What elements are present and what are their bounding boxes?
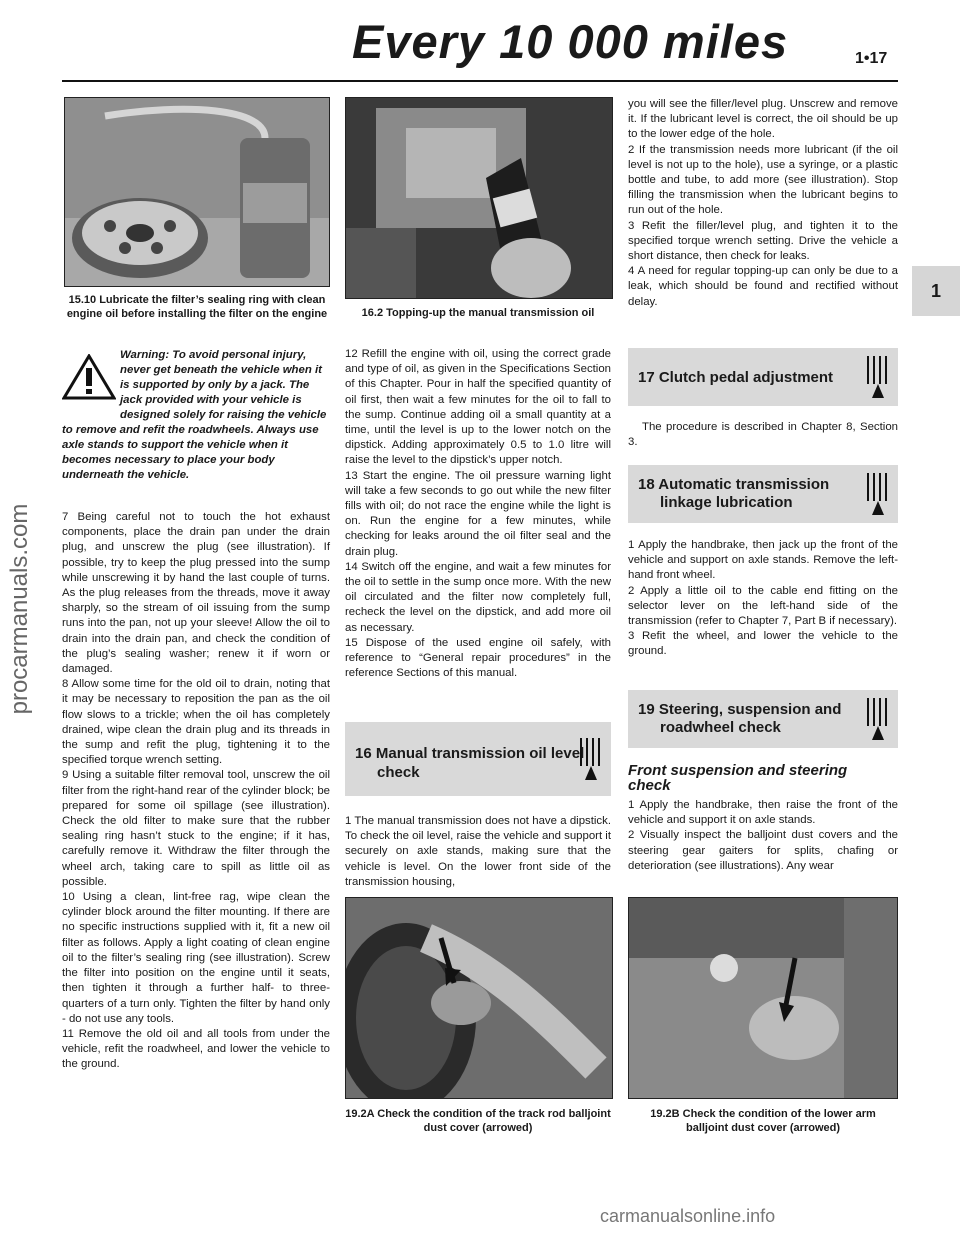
- s19-para-2: 2 Visually inspect the balljoint dust covers and the steering gear gaiters for splits, chafing or deterioration (see illustrations). Any wear: [628, 829, 898, 872]
- section-18-title-1: 18 Automatic transmission: [638, 476, 830, 493]
- page-number: 1•17: [855, 50, 888, 67]
- section-19-text: [628, 798, 898, 874]
- difficulty-spanner-icon: [864, 354, 892, 400]
- section-16-title-2: check: [377, 764, 420, 781]
- caption-19-2b: 19.2B Check the condition of the lower arm balljoint dust cover (arrowed): [650, 1108, 876, 1134]
- para-4: 4 A need for regular topping-up can only be due to a leak, which should be found and rectified without delay.: [628, 265, 898, 308]
- column-3-text: [628, 97, 898, 310]
- section-19-subheading: Front suspension and steering check: [628, 762, 848, 794]
- photo-oil-filter: [64, 97, 330, 287]
- section-16-text: 1 The manual transmission does not have a dipstick. To check the oil level, raise the vehicle and support it securely on axle stands, making sure that the vehicle is level. On the lower front side of the transmission housing,: [345, 815, 611, 888]
- page-title: Every 10 000 miles: [352, 15, 789, 68]
- caption-16-2: 16.2 Topping-up the manual transmission oil: [361, 307, 595, 319]
- section-18-text: [628, 538, 898, 660]
- s19-para-1: 1 Apply the handbrake, then raise the front of the vehicle and support it on axle stands.: [628, 799, 898, 827]
- para-13: 13 Start the engine. The oil pressure warning light will take a few seconds to go out while the new filter fills with oil; do not race the engine while the light is on. Run the engine for a few minutes, while checking for leaks around the oil filter seal and the drain plug.: [345, 469, 611, 558]
- photo-track-rod-balljoint: [345, 897, 613, 1099]
- section-19-title-1: 19 Steering, suspension and: [638, 701, 842, 718]
- side-watermark: procarmanuals.com: [6, 503, 33, 715]
- section-19-heading: [628, 690, 898, 748]
- oil-filter-illustration: [65, 98, 329, 286]
- difficulty-spanner-icon: [864, 471, 892, 517]
- section-17-heading: [628, 348, 898, 406]
- para-8: 8 Allow some time for the old oil to drain, noting that it may be necessary to reposition the pan as the oil flow slows to a trickle; when the oil has completely drained, wipe clean the drain plug and its threads in the sump and refit the plug, tightening it to the specified torque wrench setting.: [62, 678, 330, 767]
- difficulty-spanner-icon: [864, 696, 892, 742]
- section-18-title-2: linkage lubrication: [660, 494, 793, 511]
- para-10: 10 Using a clean, lint-free rag, wipe clean the cylinder block around the filter mounting. If there are no specific instructions supplied with it, fit a new oil filter as follows. Apply a light coating of clean engine oil to the filter’s sealing ring (see illustration). Screw the filter into position on the engine until it seats, then tighten it through a further half- to three-quarters of a turn only. Tighten the filter by hand only - do not use any tools.: [62, 891, 330, 1025]
- section-17-title: 17 Clutch pedal adjustment: [638, 369, 834, 386]
- s18-para-1: 1 Apply the handbrake, then jack up the front of the vehicle and support on axle stands. Remove the left-hand front wheel.: [628, 539, 898, 582]
- para-14: 14 Switch off the engine, and wait a few minutes for the oil to settle in the sump once more. With the new oil circulated and the filter now completely full, recheck the level on the dipstick, and add more oil as necessary.: [345, 560, 611, 634]
- section-17-text: The procedure is described in Chapter 8, Section 3.: [628, 421, 898, 449]
- caption-19-2a: 19.2A Check the condition of the track rod balljoint dust cover (arrowed): [345, 1108, 611, 1134]
- photo-transmission-oil: [345, 97, 613, 299]
- photo-lower-arm-balljoint: [628, 897, 898, 1099]
- para-9: 9 Using a suitable filter removal tool, unscrew the oil filter from the right-hand rear of the cylinder block; be prepared for some oil spillage (see illustration). Check the old filter to make sure that the rubber sealing ring hasn’t stuck to the engine; if it has, carefully remove it. Withdraw the filter through the wheel arch, taking care to spill as little oil as possible.: [62, 769, 330, 888]
- footer-watermark: carmanualsonline.info: [600, 1206, 776, 1226]
- para-15: 15 Dispose of the used engine oil safely, with reference to “General repair procedures” in the reference Sections of this manual.: [345, 636, 611, 680]
- header-rule: [62, 80, 898, 82]
- para-2: 2 If the transmission needs more lubricant (if the oil level is not up to the hole), use a syringe, or a plastic bottle and tube, to add more (see illustration). Stop filling the transmission when the lubricant begins to run out of the hole.: [628, 143, 898, 217]
- column-2-text: [345, 347, 611, 681]
- chapter-tab: 1: [912, 266, 960, 316]
- caption-15-10: 15.10 Lubricate the filter’s sealing ring with clean engine oil before installing the filter on the engine: [66, 294, 328, 320]
- section-16-title-1: 16 Manual transmission oil level: [355, 745, 585, 762]
- para-11: 11 Remove the old oil and all tools from under the vehicle, refit the roadwheel, and lower the vehicle to the ground.: [62, 1027, 330, 1071]
- section-16-heading: [345, 722, 611, 796]
- para-cont: you will see the filler/level plug. Unscrew and remove it. If the lubricant level is correct, the oil should be up to the lower edge of the hole.: [628, 98, 898, 141]
- s18-para-2: 2 Apply a little oil to the cable end fitting on the selector lever on the left-hand side of the transmission (refer to Chapter 7, Part B if necessary).: [628, 584, 898, 628]
- warning-text: Warning: To avoid personal injury, never get beneath the vehicle when it is supported by only by a jack. The jack provided with your vehicle is designed solely for raising the vehicle to remove and refit the roadwheels. Always use axle stands to support the vehicle when it becomes necessary to place your body underneath the vehicle.: [62, 349, 327, 481]
- para-3: 3 Refit the filler/level plug, and tighten it to the specified torque wrench setting. Drive the vehicle a short distance, then check for leaks.: [628, 219, 898, 263]
- difficulty-spanner-icon: [577, 736, 605, 782]
- s18-para-3: 3 Refit the wheel, and lower the vehicle to the ground.: [628, 630, 898, 658]
- section-18-heading: [628, 465, 898, 523]
- para-12: 12 Refill the engine with oil, using the correct grade and type of oil, as given in the Specifications Section of this Chapter. Pour in half the specified quantity of oil first, then wait a few minutes for the oil to fall to the sump. Continue adding oil a small quantity at a time, until the level is up to the lower notch on the dipstick. Adding approximately 0.5 to 1.0 litre will raise the level to the dipstick’s upper notch.: [345, 348, 611, 467]
- para-7: 7 Being careful not to touch the hot exhaust components, place the drain pan under the drain plug, and unscrew the plug (see illustration). If possible, try to keep the plug pressed into the sump while unscrewing it by hand the last couple of turns. As the plug releases from the threads, move it away sharply, so the stream of oil issuing from the sump runs into the pan, not up your sleeve! Allow the oil to drain into the drain pan, and check the condition of the plug’s sealing washer; renew it if worn or damaged.: [62, 511, 330, 676]
- section-19-title-2: roadwheel check: [660, 719, 781, 736]
- column-1-text: [62, 510, 330, 1073]
